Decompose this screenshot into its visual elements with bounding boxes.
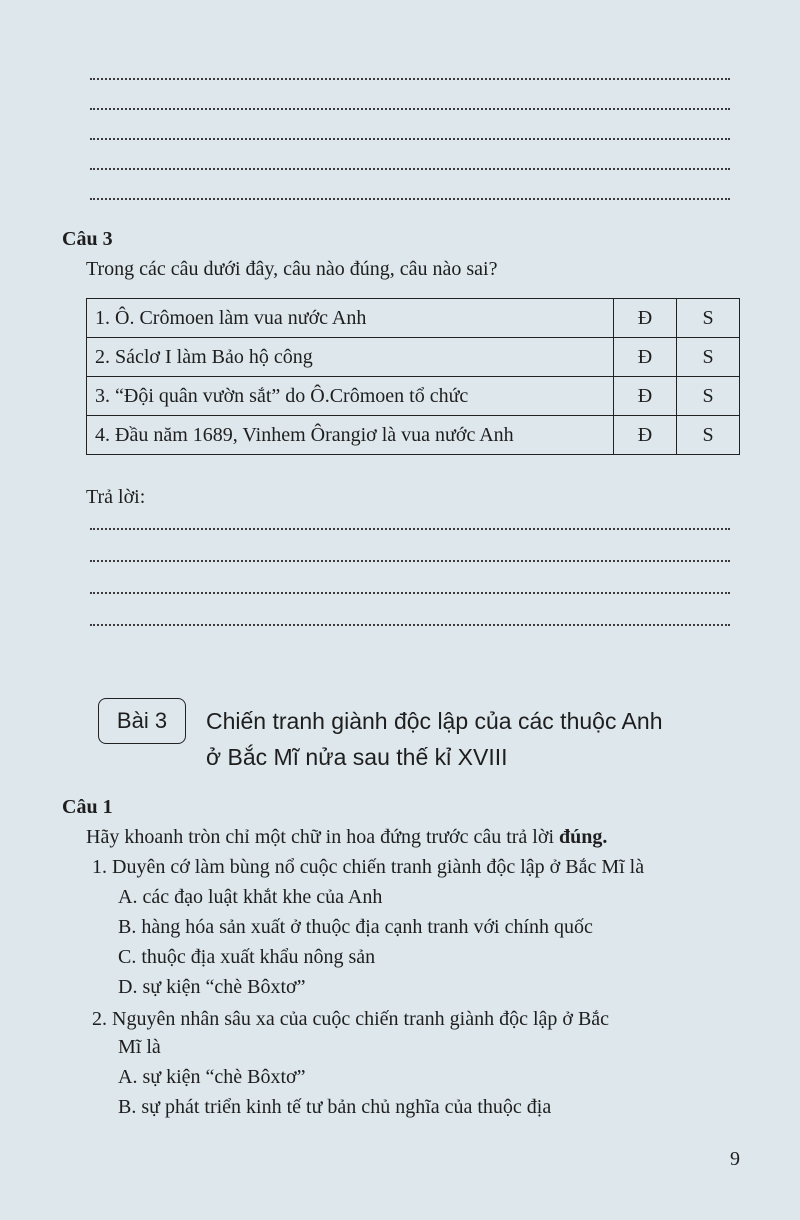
statement-cell: 1. Ô. Crômoen làm vua nước Anh (87, 299, 614, 338)
answer-line (90, 592, 730, 594)
true-option[interactable]: Đ (614, 299, 677, 338)
table-row (87, 338, 740, 377)
question-1-instruction (86, 826, 607, 849)
question-3-heading: Câu 3 (62, 228, 113, 250)
lesson-label: Bài 3 (116, 708, 168, 733)
false-option[interactable]: S (677, 416, 740, 455)
true-option[interactable]: Đ (614, 416, 677, 455)
sub-question-1: 1. Duyên cớ làm bùng nổ cuộc chiến tranh giành độc lập ở Bắc Mĩ là (92, 856, 645, 878)
question-3-prompt: Trong các câu dưới đây, câu nào đúng, câu nào sai? (86, 258, 498, 280)
table-row (87, 377, 740, 416)
answer-label: Trả lời: (86, 486, 146, 508)
lesson-title-line1: Chiến tranh giành độc lập của các thuộc Anh (206, 708, 663, 734)
answer-line (90, 108, 730, 110)
option-b[interactable]: B. sự phát triển kinh tế tư bản chủ nghĩa của thuộc địa (118, 1096, 552, 1118)
answer-line (90, 528, 730, 530)
answer-line (90, 168, 730, 170)
statement-cell: 2. Sáclơ I làm Bảo hộ công (87, 338, 614, 377)
false-option[interactable]: S (677, 338, 740, 377)
table-row (87, 416, 740, 455)
true-option[interactable]: Đ (614, 377, 677, 416)
answer-line (90, 138, 730, 140)
statement-cell: 4. Đầu năm 1689, Vinhem Ôrangiơ là vua nước Anh (87, 416, 614, 455)
answer-line (90, 78, 730, 80)
statement-cell: 3. “Đội quân vườn sắt” do Ô.Crômoen tổ chức (87, 377, 614, 416)
true-false-table (86, 298, 740, 455)
instruction-emphasis: đúng. (559, 826, 608, 848)
page-number: 9 (730, 1148, 740, 1170)
false-option[interactable]: S (677, 299, 740, 338)
question-1-heading: Câu 1 (62, 796, 113, 818)
option-a[interactable]: A. các đạo luật khắt khe của Anh (118, 886, 383, 908)
sub-question-2-line1: 2. Nguyên nhân sâu xa của cuộc chiến tranh giành độc lập ở Bắc (92, 1008, 610, 1030)
answer-line (90, 560, 730, 562)
option-d[interactable]: D. sự kiện “chè Bôxtơ” (118, 976, 306, 998)
sub-question-2-line2: Mĩ là (118, 1036, 161, 1058)
option-a[interactable]: A. sự kiện “chè Bôxtơ” (118, 1066, 306, 1088)
option-b[interactable]: B. hàng hóa sản xuất ở thuộc địa cạnh tranh với chính quốc (118, 916, 593, 938)
true-option[interactable]: Đ (614, 338, 677, 377)
answer-line (90, 624, 730, 626)
lesson-label-box (98, 698, 186, 744)
table-row (87, 299, 740, 338)
lesson-title-line2: ở Bắc Mĩ nửa sau thế kỉ XVIII (206, 744, 508, 770)
false-option[interactable]: S (677, 377, 740, 416)
answer-line (90, 198, 730, 200)
option-c[interactable]: C. thuộc địa xuất khẩu nông sản (118, 946, 376, 968)
instruction-text: Hãy khoanh tròn chỉ một chữ in hoa đứng trước câu trả lời (86, 826, 559, 848)
